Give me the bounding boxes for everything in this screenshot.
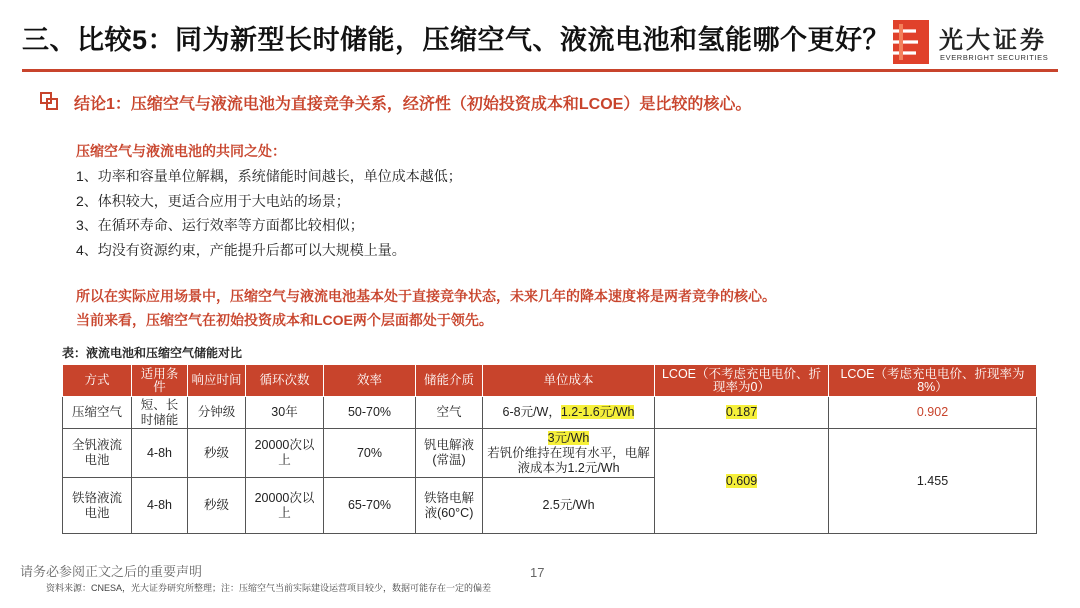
cell-cycles: 20000次以上: [246, 478, 324, 534]
cell-lcoe-0-flow: [655, 429, 829, 534]
cell-medium: 铁铬电解液(60°C): [416, 478, 483, 534]
page-title: 三、比较5：同为新型长时储能，压缩空气、液流电池和氢能哪个更好？: [22, 25, 891, 55]
title-divider: [22, 69, 1058, 72]
cell-efficiency: 50-70%: [324, 397, 416, 429]
column-header: 方式: [63, 365, 132, 397]
page-number: 17: [530, 565, 545, 580]
overlapping-squares-icon: [40, 92, 60, 112]
column-header: 适用条件: [132, 365, 188, 397]
summary-line-2: 当前来看，压缩空气在初始投资成本和LCOE两个层面都处于领先。: [76, 312, 493, 328]
summary-text: [76, 284, 776, 332]
table-row: [63, 429, 1037, 478]
cell-lcoe-8: 0.902: [829, 397, 1037, 429]
logo-english-name: EVERBRIGHT SECURITIES: [940, 53, 1049, 62]
cell-method: 全钒液流电池: [63, 429, 132, 478]
lcoe-highlight: 0.187: [725, 405, 758, 419]
cell-lcoe-8-flow: 1.455: [829, 429, 1037, 534]
summary-line-1: 所以在实际应用场景中，压缩空气与液流电池基本处于直接竞争状态，未来几年的降本速度将是两者竞争的核心。: [76, 288, 776, 304]
column-header: 效率: [324, 365, 416, 397]
cell-response: 秒级: [188, 429, 246, 478]
list-item: 1、功率和容量单位解耦，系统储能时间越长，单位成本越低；: [76, 168, 462, 184]
cost-note: 若钒价维持在现有水平，电解液成本为1.2元/Wh: [487, 445, 650, 475]
source-note: 资料来源：CNESA，光大证券研究所整理；注：压缩空气当前实际建设运营项目较少，数据可能存在一定的偏差: [46, 583, 492, 593]
brand-logo: [893, 20, 1063, 66]
list-item: 2、体积较大，更适合应用于大电站的场景；: [76, 192, 350, 209]
cell-efficiency: 70%: [324, 429, 416, 478]
table-row: [63, 397, 1037, 429]
cell-condition: 4-8h: [132, 429, 188, 478]
cell-unit-cost: [483, 429, 655, 478]
column-header: 储能介质: [416, 365, 483, 397]
column-header: 循环次数: [246, 365, 324, 397]
cost-highlight: 3元/Wh: [547, 430, 590, 445]
list-item: 3、在循环寿命、运行效率等方面都比较相似；: [76, 217, 364, 233]
lcoe-highlight: 0.609: [725, 473, 758, 488]
cell-efficiency: 65-70%: [324, 478, 416, 534]
cell-condition: 短、长时储能: [132, 397, 188, 429]
column-header: 单位成本: [483, 365, 655, 397]
everbright-logo-icon: [893, 20, 929, 64]
list-item: 4、均没有资源约束，产能提升后都可以大规模上量。: [76, 241, 406, 258]
comparison-table: [62, 364, 1037, 534]
column-header: 响应时间: [188, 365, 246, 397]
common-points-title: 压缩空气与液流电池的共同之处：: [76, 143, 286, 159]
cell-medium: 空气: [416, 397, 483, 429]
cell-response: 秒级: [188, 478, 246, 534]
disclaimer-link[interactable]: 请务必参阅正文之后的重要声明: [20, 564, 203, 579]
table-caption: 表：液流电池和压缩空气储能对比: [62, 346, 243, 360]
cost-highlight: 1.2-1.6元/Wh: [560, 405, 635, 419]
table-header-row: [63, 365, 1037, 397]
common-points-list: [76, 164, 462, 262]
column-header: LCOE（考虑充电电价、折现率为8%）: [829, 365, 1037, 397]
cell-cycles: 20000次以上: [246, 429, 324, 478]
cell-method: 压缩空气: [63, 397, 132, 429]
cost-prefix: 6-8元/W，: [502, 405, 561, 419]
cell-lcoe-0: [655, 397, 829, 429]
cell-cycles: 30年: [246, 397, 324, 429]
cell-condition: 4-8h: [132, 478, 188, 534]
cell-unit-cost: 2.5元/Wh: [483, 478, 655, 534]
conclusion-heading: 结论1：压缩空气与液流电池为直接竞争关系，经济性（初始投资成本和LCOE）是比较的核心。: [74, 96, 752, 113]
cell-method: 铁铬液流电池: [63, 478, 132, 534]
cell-medium: 钒电解液(常温): [416, 429, 483, 478]
column-header: LCOE（不考虑充电电价、折现率为0）: [655, 365, 829, 397]
cell-response: 分钟级: [188, 397, 246, 429]
logo-chinese-name: 光大证券: [939, 27, 1047, 54]
cell-unit-cost: [483, 397, 655, 429]
